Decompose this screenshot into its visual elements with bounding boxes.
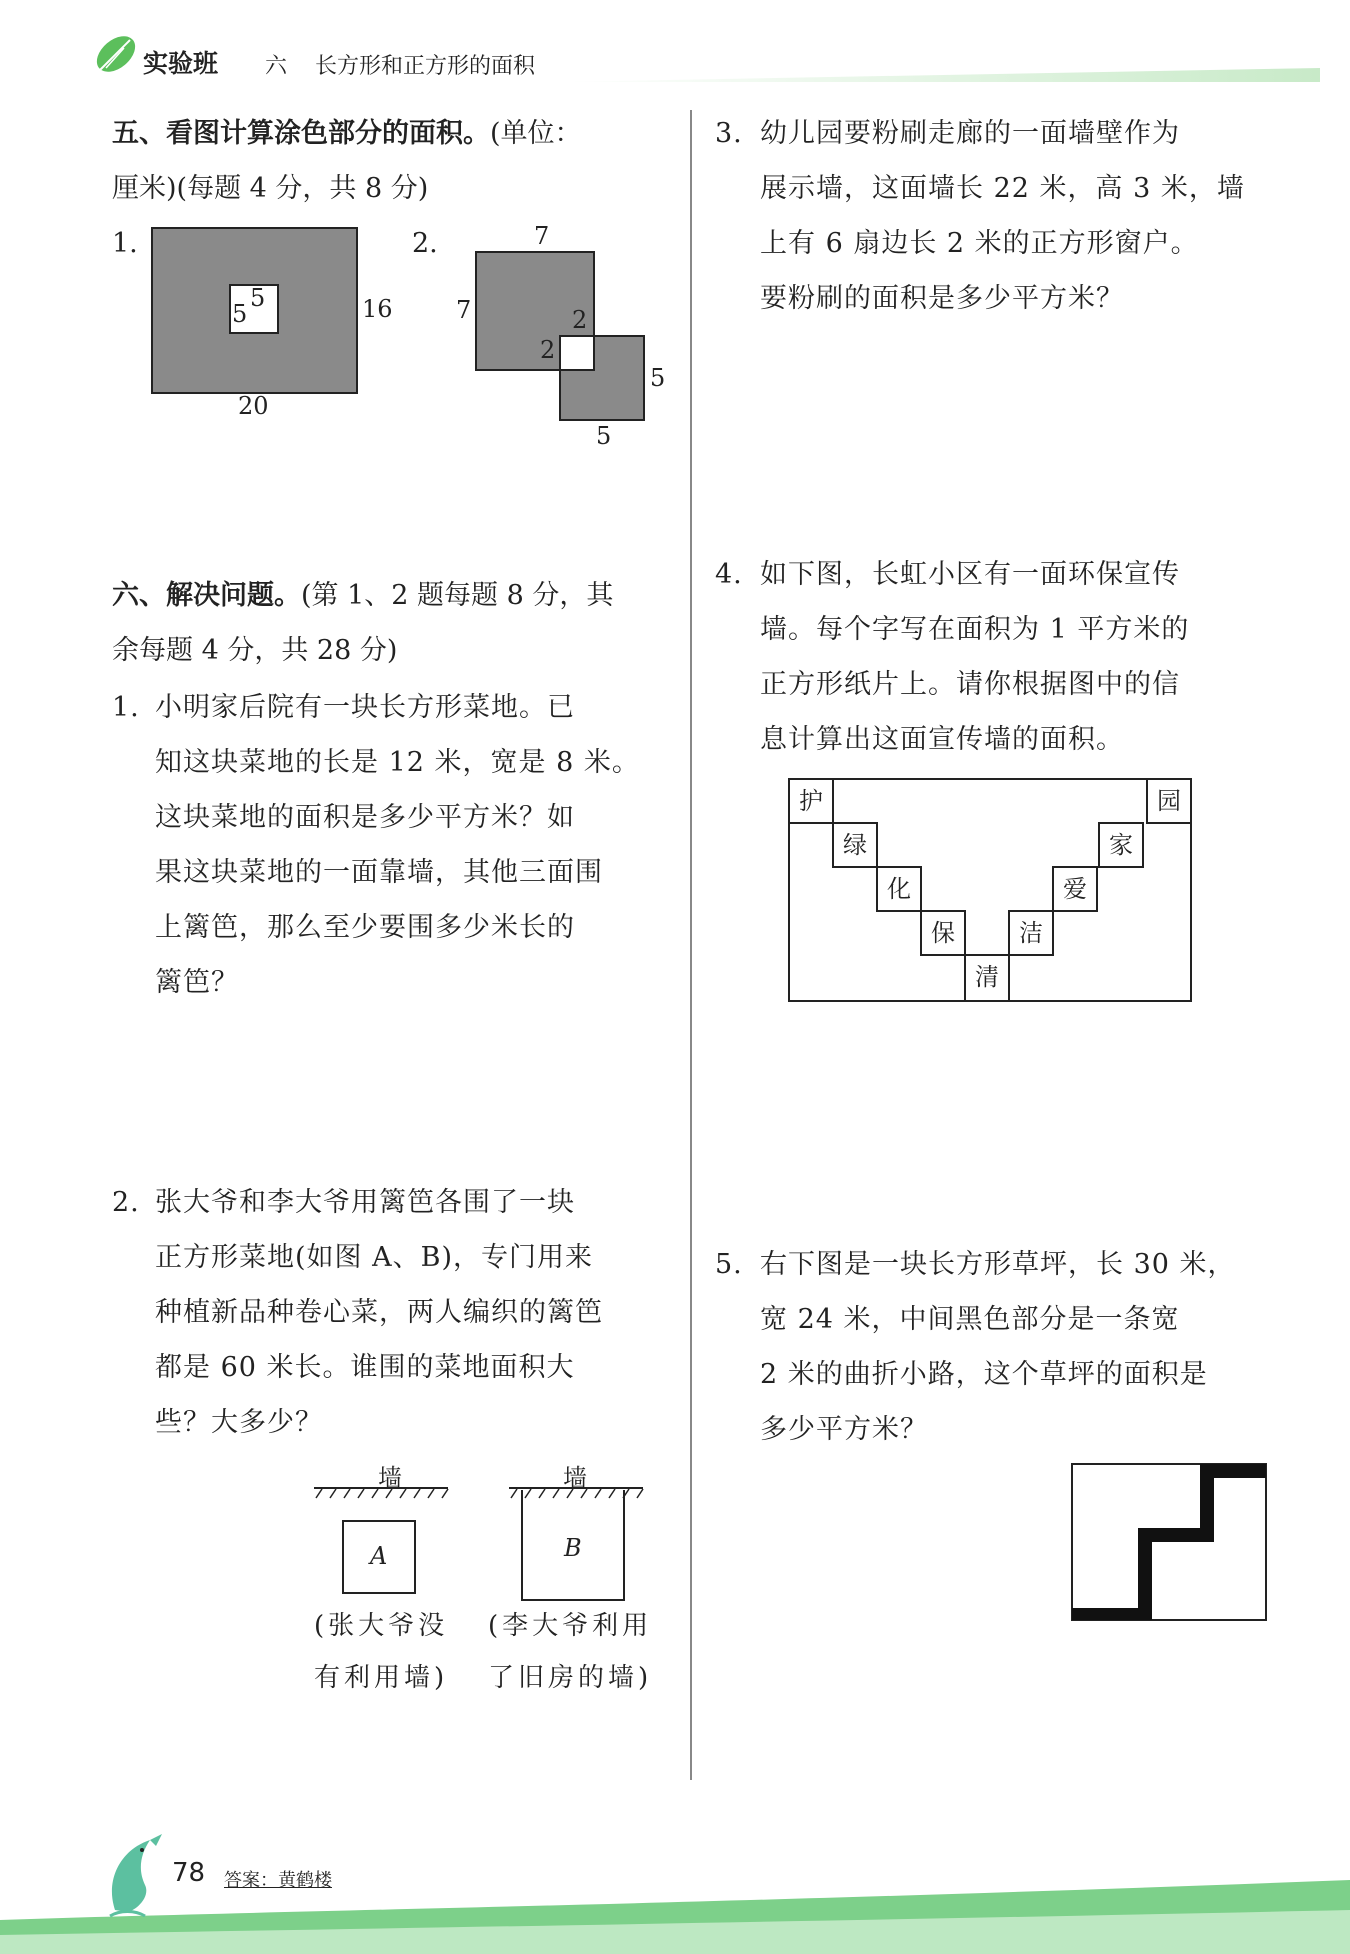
text-line: 知这块菜地的长是 12 米，宽是 8 米。 xyxy=(155,747,640,778)
s5-q2-big-w: 7 xyxy=(534,222,550,250)
s5-q2-figure xyxy=(470,245,670,430)
s6-q3-text xyxy=(760,106,1330,326)
char-cell: 绿 xyxy=(832,822,878,868)
s5-q2-number: 2. xyxy=(412,228,438,259)
section6-heading xyxy=(112,568,672,678)
text-line: 正方形纸片上。请你根据图中的信 xyxy=(760,669,1180,700)
s5-q2-big-h: 7 xyxy=(456,296,472,324)
s5-q1-figure xyxy=(150,225,400,425)
s5-q2-overlap-h: 2 xyxy=(540,336,556,364)
char-cell: 保 xyxy=(920,910,966,956)
char-cell: 护 xyxy=(788,778,834,824)
text-line: 张大爷和李大爷用篱笆各围了一块 xyxy=(155,1187,575,1218)
answer-note: 答案：黄鹤楼 xyxy=(224,1870,332,1891)
header-brand: 实验班 xyxy=(143,49,219,78)
plot-a-label: A xyxy=(370,1542,388,1570)
s6-q4-text xyxy=(760,547,1330,767)
header-stripe xyxy=(560,62,1320,88)
char-cell: 家 xyxy=(1098,822,1144,868)
caption-a-line: (张大爷没 xyxy=(314,1611,449,1641)
text-line: 种植新品种卷心菜，两人编织的篱笆 xyxy=(155,1297,603,1328)
section5-note-1: (单位： xyxy=(490,118,582,149)
wall-label-a: 墙 xyxy=(378,1464,402,1492)
lawn-figure xyxy=(1070,1462,1270,1624)
text-line: 正方形菜地(如图 A、B)，专门用来 xyxy=(155,1242,593,1273)
s5-q2-small-h: 5 xyxy=(650,364,666,392)
caption-a xyxy=(314,1600,448,1704)
wall-label-b: 墙 xyxy=(563,1464,587,1492)
text-line: 2 米的曲折小路，这个草坪的面积是 xyxy=(760,1359,1208,1390)
s6-q1-text xyxy=(155,680,685,1010)
text-line: 上篱笆，那么至少要围多少米长的 xyxy=(155,912,575,943)
caption-b xyxy=(488,1600,652,1704)
caption-b-line: 了旧房的墙) xyxy=(488,1663,653,1693)
s6-q5-number: 5. xyxy=(715,1249,743,1280)
caption-a-line: 有利用墙) xyxy=(314,1663,449,1693)
caption-b-line: (李大爷利用 xyxy=(488,1611,653,1641)
text-line: 宽 24 米，中间黑色部分是一条宽 xyxy=(760,1304,1180,1335)
s6-q4-number: 4. xyxy=(715,559,743,590)
text-line: 上有 6 扇边长 2 米的正方形窗户。 xyxy=(760,228,1199,259)
text-line: 小明家后院有一块长方形菜地。已 xyxy=(155,692,575,723)
section5-title: 五、看图计算涂色部分的面积。 xyxy=(112,118,490,149)
text-line: 墙。每个字写在面积为 1 平方米的 xyxy=(760,614,1190,645)
s5-q1-outer-h: 16 xyxy=(362,295,393,323)
text-line: 些？大多少？ xyxy=(155,1407,323,1438)
text-line: 如下图，长虹小区有一面环保宣传 xyxy=(760,559,1180,590)
char-cell: 爱 xyxy=(1052,866,1098,912)
header-bar xyxy=(0,0,1350,100)
section6-title: 六、解决问题。 xyxy=(112,580,301,611)
section6-note-1: (第 1、2 题每题 8 分，其 xyxy=(301,580,614,611)
s6-q2-text xyxy=(155,1175,685,1450)
dolphin-mascot-icon xyxy=(100,1830,170,1920)
char-cell: 清 xyxy=(964,954,1010,1002)
text-line: 多少平方米？ xyxy=(760,1414,928,1445)
s6-q3-number: 3. xyxy=(715,118,743,149)
s5-q1-outer-w: 20 xyxy=(238,392,269,420)
section5-heading xyxy=(112,106,672,216)
s6-q2-number: 2. xyxy=(112,1187,140,1218)
text-line: 要粉刷的面积是多少平方米？ xyxy=(760,283,1124,314)
char-cell: 化 xyxy=(876,866,922,912)
s5-q2-small-w: 5 xyxy=(596,422,612,450)
page-number: 78 xyxy=(172,1858,206,1888)
s5-q2-overlap-w: 2 xyxy=(572,306,588,334)
s5-q1-number: 1. xyxy=(112,228,138,259)
wall-a-hatch xyxy=(312,1484,452,1504)
leaf-logo-icon xyxy=(92,30,140,78)
section6-note-2: 余每题 4 分，共 28 分) xyxy=(112,635,398,666)
text-line: 幼儿园要粉刷走廊的一面墙壁作为 xyxy=(760,118,1180,149)
plot-b-label: B xyxy=(564,1534,582,1562)
text-line: 都是 60 米长。谁围的菜地面积大 xyxy=(155,1352,575,1383)
header-chapter-title: 长方形和正方形的面积 xyxy=(315,54,536,79)
s6-q5-text xyxy=(760,1237,1330,1457)
s5-q1-inner-top: 5 xyxy=(250,284,266,312)
text-line: 右下图是一块长方形草坪，长 30 米， xyxy=(760,1249,1236,1280)
header-chapter-no: 六 xyxy=(265,54,288,79)
s5-q1-inner-left: 5 xyxy=(232,300,248,328)
char-cell: 洁 xyxy=(1008,910,1054,956)
text-line: 这块菜地的面积是多少平方米？如 xyxy=(155,802,575,833)
char-cell: 园 xyxy=(1146,778,1192,824)
section5-note-2: 厘米)(每题 4 分，共 8 分) xyxy=(112,173,429,204)
text-line: 息计算出这面宣传墙的面积。 xyxy=(760,724,1124,755)
text-line: 果这块菜地的一面靠墙，其他三面围 xyxy=(155,857,603,888)
text-line: 展示墙，这面墙长 22 米，高 3 米，墙 xyxy=(760,173,1245,204)
column-divider xyxy=(690,110,692,1780)
text-line: 篱笆？ xyxy=(155,967,239,998)
s6-q1-number: 1. xyxy=(112,692,140,723)
